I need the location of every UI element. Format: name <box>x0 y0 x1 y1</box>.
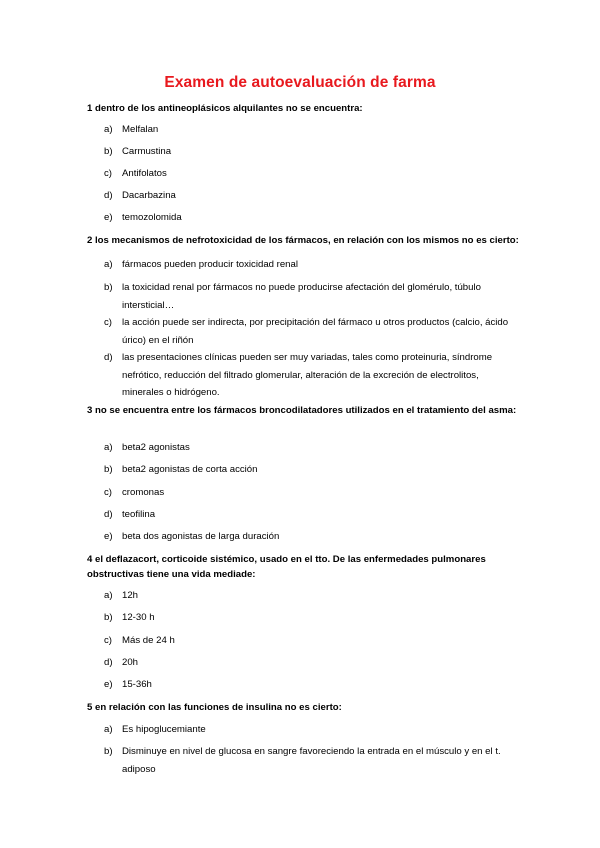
option-letter: c) <box>104 317 112 328</box>
option-text: Más de 24 h <box>122 635 175 646</box>
option-text: cromonas <box>122 487 165 498</box>
question-1-prompt: 1 dentro de los antineoplásicos alquilantes no se encuentra: <box>87 103 363 114</box>
option-letter: d) <box>104 352 113 363</box>
option-letter: c) <box>104 635 112 646</box>
option-letter: d) <box>104 657 113 668</box>
option-text: Es hipoglucemiante <box>122 724 206 735</box>
option-text: las presentaciones clínicas pueden ser muy variadas, tales como proteinuria, síndrome nefrótico, reducción del filtrado glomerular, alteración de la excreción de electrolitos, minerales o hidrógeno. <box>122 352 493 398</box>
option-letter: b) <box>104 146 113 157</box>
option-text: 12h <box>122 590 139 601</box>
option-text: temozolomida <box>122 212 182 223</box>
question-5-prompt: 5 en relación con las funciones de insulina no es cierto: <box>87 702 342 713</box>
option-letter: c) <box>104 487 112 498</box>
option-text: Antifolatos <box>122 168 167 179</box>
option-text: beta dos agonistas de larga duración <box>122 531 280 542</box>
option-letter: e) <box>104 679 113 690</box>
option-letter: a) <box>104 724 113 735</box>
option-text: 15-36h <box>122 679 152 690</box>
option-letter: a) <box>104 259 113 270</box>
question-4-prompt: 4 el deflazacort, corticoide sistémico, usado en el tto. De las enfermedades pulmonares obstructivas tiene una vida mediade: <box>87 554 486 580</box>
option-letter: d) <box>104 190 113 201</box>
option-text: teofilina <box>122 509 156 520</box>
option-text: Dacarbazina <box>122 190 176 201</box>
option-letter: a) <box>104 442 113 453</box>
option-letter: a) <box>104 590 113 601</box>
question-3-prompt: 3 no se encuentra entre los fármacos broncodilatadores utilizados en el tratamiento del asma: <box>87 405 517 416</box>
option-letter: e) <box>104 212 113 223</box>
option-text: Carmustina <box>122 146 172 157</box>
option-letter: e) <box>104 531 113 542</box>
question-2-prompt: 2 los mecanismos de nefrotoxicidad de los fármacos, en relación con los mismos no es cierto: <box>87 235 519 246</box>
document-title: Examen de autoevaluación de farma <box>164 74 436 91</box>
option-letter: b) <box>104 746 113 757</box>
option-text: Melfalan <box>122 124 159 135</box>
option-letter: a) <box>104 124 113 135</box>
option-letter: b) <box>104 464 113 475</box>
option-letter: c) <box>104 168 112 179</box>
option-letter: b) <box>104 282 113 293</box>
option-text: la acción puede ser indirecta, por precipitación del fármaco u otros productos (calcio, ácido úrico) en el riñón <box>122 317 509 346</box>
option-text: 20h <box>122 657 139 668</box>
option-text: 12-30 h <box>122 612 155 623</box>
option-letter: b) <box>104 612 113 623</box>
option-text: Disminuye en nivel de glucosa en sangre favoreciendo la entrada en el músculo y en el t. adiposo <box>122 746 501 775</box>
option-text: la toxicidad renal por fármacos no puede producirse afectación del glomérulo, túbulo intersticial… <box>122 282 481 311</box>
option-text: fármacos pueden producir toxicidad renal <box>122 259 298 270</box>
option-letter: d) <box>104 509 113 520</box>
option-text: beta2 agonistas <box>122 442 190 453</box>
option-text: beta2 agonistas de corta acción <box>122 464 258 475</box>
